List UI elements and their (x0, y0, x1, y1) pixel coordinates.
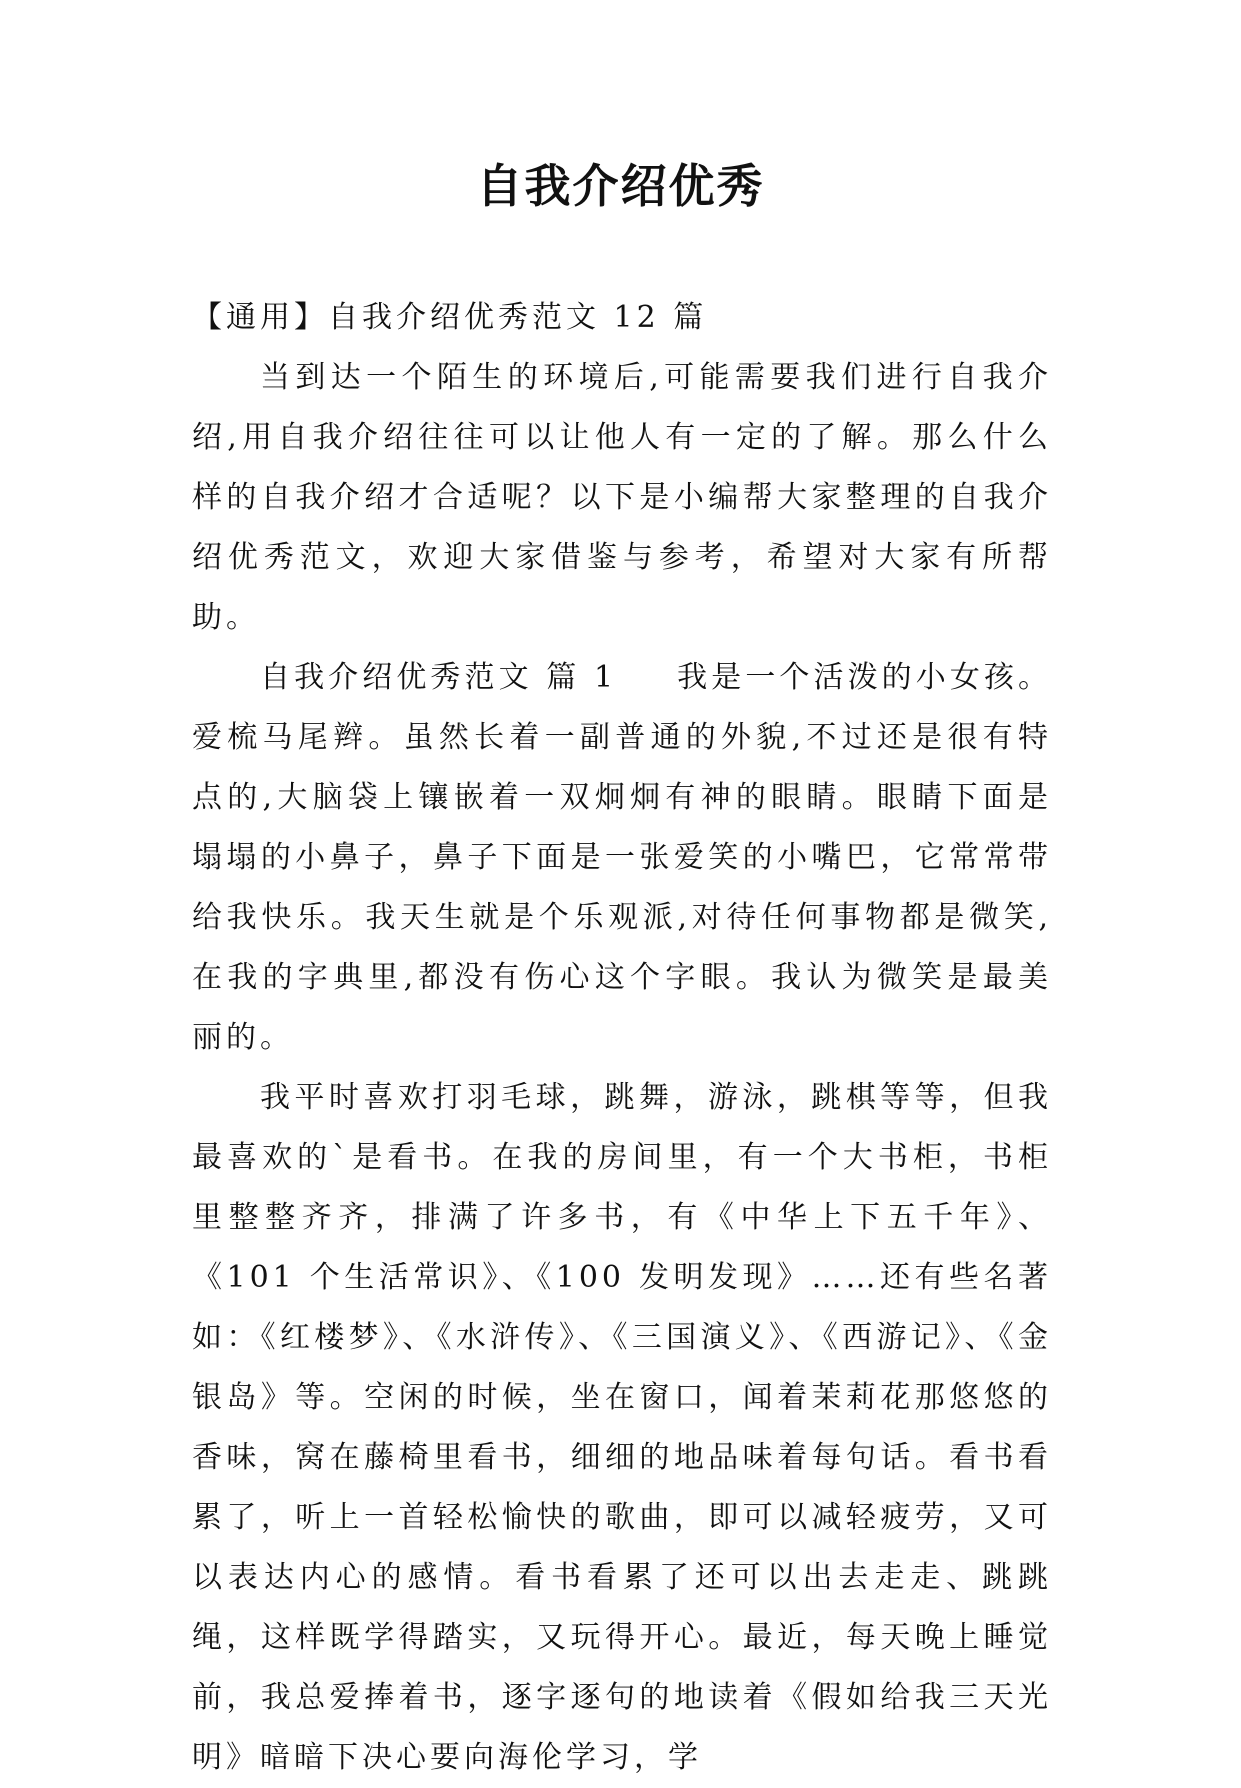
section-heading: 自我介绍优秀范文 篇 1 (260, 660, 618, 695)
document-body (192, 288, 1052, 1788)
section1-paragraph (192, 648, 1052, 1068)
document-title: 自我介绍优秀 (476, 159, 765, 213)
section1-text: 我是一个活泼的小女孩。爱梳马尾辫。虽然长着一副普通的外貌,不过还是很有特点的,大脑袋上镶嵌着一双炯炯有神的眼睛。眼睛下面是塌塌的小鼻子，鼻子下面是一张爱笑的小嘴巴，它常常带给我快乐。我天生就是个乐观派,对待任何事物都是微笑,在我的字典里,都没有伤心这个字眼。我认为微笑是最美丽的。 (192, 660, 1052, 1055)
subtitle-line: 【通用】自我介绍优秀范文 12 篇 (192, 300, 708, 335)
hobby-paragraph: 我平时喜欢打羽毛球，跳舞，游泳，跳棋等等，但我最喜欢的`是看书。在我的房间里，有一个大书柜，书柜里整整齐齐，排满了许多书，有《中华上下五千年》、《101 个生活常识》、《100 发明发现》……还有些名著如：《红楼梦》、《水浒传》、《三国演义》、《西游记》、《金银岛》等。空闲的时候，坐在窗口，闻着茉莉花那悠悠的香味，窝在藤椅里看书，细细的地品味着每句话。看书看累了，听上一首轻松愉快的歌曲，即可以减轻疲劳，又可以表达内心的感情。看书看累了还可以出去走走、跳跳绳，这样既学得踏实，又玩得开心。最近，每天晚上睡觉前，我总爱捧着书，逐字逐句的地读着《假如给我三天光明》暗暗下决心要向海伦学习，学 (192, 1080, 1052, 1775)
intro-paragraph: 当到达一个陌生的环境后,可能需要我们进行自我介绍,用自我介绍往往可以让他人有一定的了解。那么什么样的自我介绍才合适呢？以下是小编帮大家整理的自我介绍优秀范文，欢迎大家借鉴与参考，希望对大家有所帮助。 (192, 360, 1052, 635)
